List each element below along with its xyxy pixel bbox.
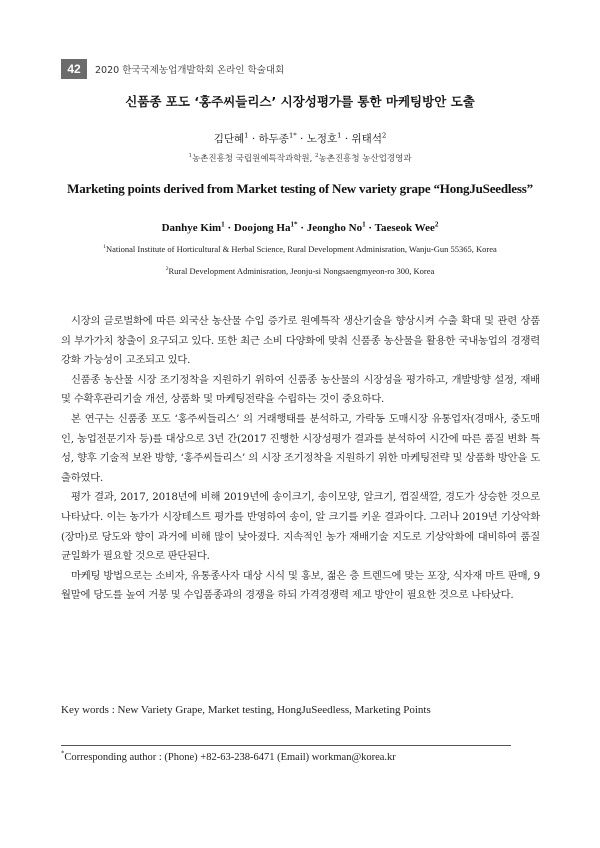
corresponding-author-footnote	[61, 752, 396, 763]
author-sup: 1	[244, 131, 249, 140]
author-name: 하두종	[258, 133, 289, 145]
author-separator: ·	[227, 222, 232, 234]
footnote-text: Corresponding author : (Phone) +82-63-238-6471 (Email) workman@korea.kr	[64, 752, 396, 763]
korean-affiliations	[0, 152, 600, 164]
author-separator: ·	[300, 133, 304, 145]
english-authors	[0, 222, 600, 234]
footnote-divider	[61, 745, 511, 746]
author-name: 김단혜	[213, 133, 245, 145]
author-name: 위태석	[351, 133, 382, 145]
affiliation-sup: 2	[315, 153, 319, 160]
abstract-body	[61, 312, 540, 606]
author-separator: ·	[344, 133, 349, 145]
affiliation-text: 농촌진흥청 농산업경영과	[318, 154, 412, 164]
author-sup: 2	[381, 131, 387, 140]
author-sup: 1	[362, 220, 366, 229]
author-sup: 1	[337, 131, 342, 140]
author-separator: ·	[368, 222, 373, 234]
abstract-paragraph: 마케팅 방법으로는 소비자, 유통종사자 대상 시식 및 홍보, 젊은 층 트렌드에 맞는 포장, 식자재 마트 판매, 9월말에 당도를 높여 거봉 및 수입품종과의 경쟁을 하되 가격경쟁력 제고 방안이 필요한 것으로 나타났다.	[61, 569, 540, 602]
author-name: Danhye Kim	[161, 222, 222, 234]
author-sup: 1	[221, 220, 225, 229]
author-sup: 2	[434, 220, 439, 229]
page-header	[61, 59, 284, 79]
english-affiliation-1	[0, 244, 600, 254]
author-name: Doojong Ha	[233, 222, 291, 234]
affiliation-text: 농촌진흥청 국립원예특작과학원,	[191, 154, 316, 164]
english-affiliation-2	[0, 266, 600, 276]
author-separator: ·	[251, 133, 256, 145]
conference-name: 2020 한국국제농업개발학회 온라인 학술대회	[95, 65, 285, 76]
author-name: 노정호	[306, 133, 338, 145]
affiliation-sup: 2	[165, 266, 169, 273]
author-sup: 1*	[288, 131, 297, 140]
author-name: Taeseok Wee	[374, 222, 435, 234]
affiliation-sup: 1	[103, 244, 106, 251]
abstract-paragraph: 평가 결과, 2017, 2018년에 비해 2019년에 송이크기, 송이모양, 알크기, 껍질색깔, 경도가 상승한 것으로 나타났다. 이는 농가가 시장테스트 평가를 반영하여 송이, 알 크기를 키운 결과이다. 그러나 2019년 기상악화(장마)로 당도와 향이 과거에 비해 많이 낮아졌다. 지속적인 농가 재배기술 지도로 기상악화에 대비하여 품질 균일화가 필요할 것으로 판단된다.	[61, 491, 540, 563]
korean-authors	[0, 131, 600, 146]
abstract-paragraph: 시장의 글로벌화에 따른 외국산 농산물 수입 증가로 원예특작 생산기술을 향상시켜 수출 확대 및 관련 상품의 부가가치 창출이 요구되고 있다. 또한 최근 소비 다양화에 맞춰 신품종 농산물을 활용한 국내농업의 경쟁력 강화 가능성이 고조되고 있다.	[61, 315, 540, 367]
page-number: 42	[61, 59, 87, 79]
affiliation-sup: 1	[188, 153, 192, 160]
author-name: Jeongho No	[306, 222, 363, 234]
author-separator: ·	[300, 222, 305, 234]
korean-title: 신품종 포도 ‘홍주씨들리스’ 시장성평가를 통한 마케팅방안 도출	[125, 94, 475, 109]
author-sup: 1*	[290, 220, 298, 229]
abstract-paragraph: 본 연구는 신품종 포도 ‘홍주씨들리스’ 의 거래행태를 분석하고, 가락동 도매시장 유통업자(경매사, 중도매인, 농업전문기자 등)를 대상으로 3년 간(2017 진행한 시장성평가 결과를 분석하여 시간에 따른 품질 변화 특성, 향후 기술적 보완 방향, ‘홍주씨들리스’ 의 시장 조기정착을 지원하기 위한 마케팅전략 및 상품화 방안을 도출하였다.	[61, 412, 540, 484]
footnote-marker: *	[61, 750, 65, 758]
affiliation-text: National Institute of Horticultural & Herbal Science, Rural Development Adminisration, Wanju-Gun 55365, Korea	[105, 244, 497, 254]
abstract-paragraph: 신품종 농산물 시장 조기정착을 지원하기 위하여 신품종 농산물의 시장성을 평가하고, 개발방향 설정, 재배 및 수확후관리기술 개선, 상품화 및 마케팅전략을 수립하는 것이 중요하다.	[61, 373, 540, 406]
affiliation-text: Rural Development Adminisration, Jeonju-si Nongsaengmyeon-ro 300, Korea	[168, 266, 435, 276]
keywords: Key words : New Variety Grape, Market testing, HongJuSeedless, Marketing Points	[61, 704, 431, 716]
english-title: Marketing points derived from Market testing of New variety grape “HongJuSeedless”	[67, 181, 533, 196]
